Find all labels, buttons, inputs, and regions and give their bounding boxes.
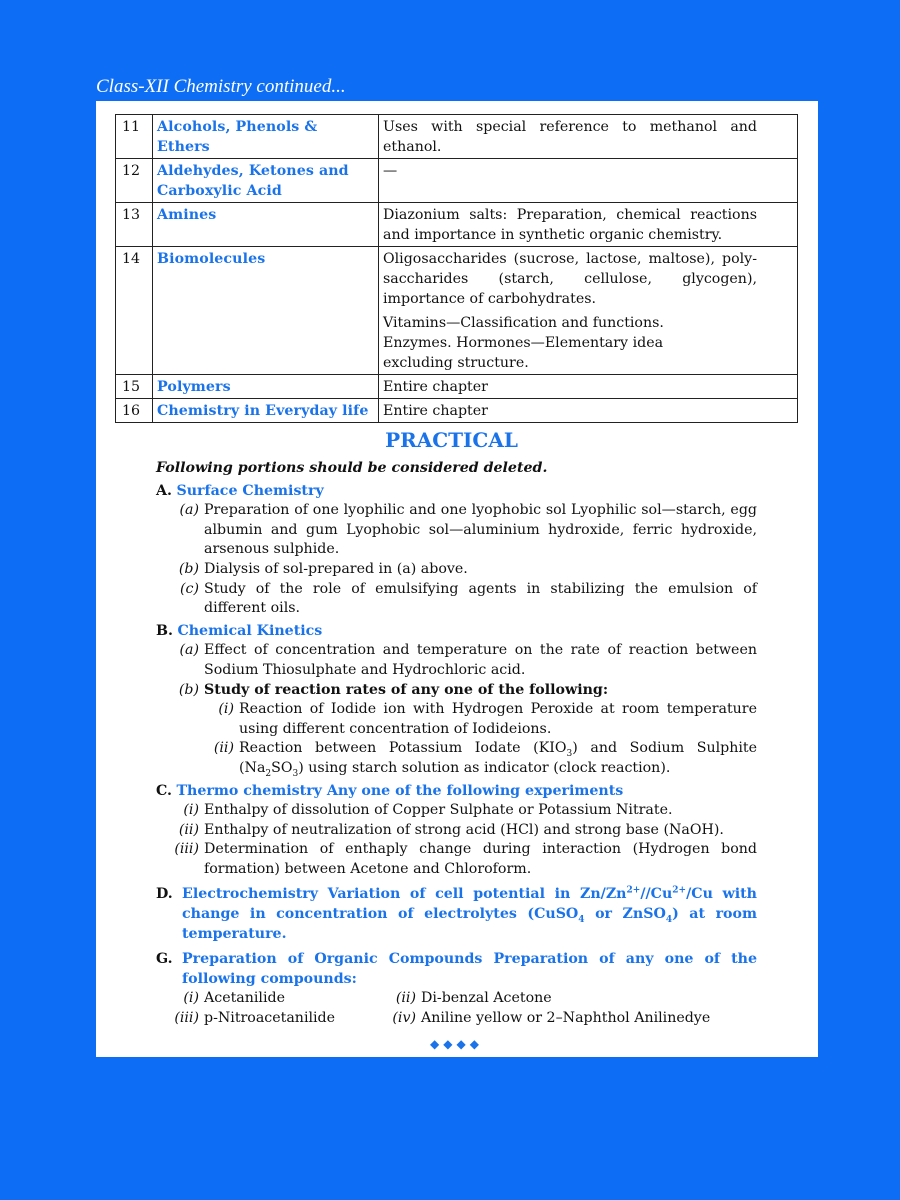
section-heading (182, 885, 757, 944)
superscript: 2+ (626, 885, 641, 896)
section-heading: Preparation of Organic Compounds Preparation of any one of the following compounds: (182, 951, 757, 987)
list-item (156, 641, 757, 680)
table-row (116, 399, 798, 423)
subscript: 3 (292, 768, 299, 779)
row-number: 13 (116, 203, 153, 247)
compound-list (156, 1009, 757, 1029)
row-topic: Polymers (153, 375, 379, 399)
section-heading: Thermo chemistry Any one of the following experiments (176, 782, 624, 799)
item-text: Reaction of Iodide ion with Hydrogen Peroxide at room temperature using different concentration of Iodideions. (239, 701, 757, 737)
item-marker: (iv) (392, 1010, 416, 1027)
list-item (156, 700, 757, 739)
item-text (239, 739, 757, 778)
list-item (156, 801, 757, 821)
item-marker: (ii) (213, 740, 234, 757)
row-desc: Entire chapter (379, 375, 798, 399)
row-number: 15 (116, 375, 153, 399)
item-marker: (a) (179, 642, 199, 659)
section-label: G. (156, 951, 173, 968)
item-marker: (iii) (174, 1010, 199, 1027)
item-marker: (i) (183, 990, 199, 1007)
end-diamonds: ◆◆◆◆ (430, 1036, 483, 1051)
text: Reaction between Potassium Iodate (KIO (239, 740, 567, 757)
compound-list (156, 989, 757, 1009)
list-item (156, 560, 757, 580)
row-desc (379, 247, 798, 375)
desc-paragraph: Oligosaccharides (sucrose, lactose, maltose), poly-saccharides (starch, cellulose, glycogen), importance of carbohydrates. (383, 251, 757, 307)
item-text: Preparation of one lyophilic and one lyophobic sol Lyophilic sol—starch, egg albumin and gum Lyophobic sol—aluminium hydroxide, ferric hydroxide, arsenous sulphide. (204, 502, 757, 558)
item-marker: (ii) (178, 821, 199, 838)
row-number: 14 (116, 247, 153, 375)
subscript: 2 (265, 768, 272, 779)
item-text: Study of reaction rates of any one of the following: (204, 681, 609, 698)
practical-title: PRACTICAL (385, 428, 518, 452)
table-row (116, 115, 798, 159)
item-marker: (b) (178, 560, 199, 577)
section-a (156, 482, 757, 619)
subscript: 4 (578, 914, 585, 925)
practical-section (156, 427, 757, 1054)
item-marker: (c) (179, 580, 199, 597)
superscript: 2+ (672, 885, 687, 896)
item-marker: (iii) (174, 841, 199, 858)
section-g (156, 950, 757, 1028)
list-item (156, 501, 757, 560)
item-marker: (a) (179, 502, 199, 519)
page-header: Class-XII Chemistry continued... (96, 76, 346, 97)
item-text: Determination of enthaply change during interaction (Hydrogen bond formation) between Acetone and Chloroform. (204, 841, 757, 877)
table-row (116, 247, 798, 375)
section-d (156, 885, 757, 944)
item-text: Acetanilide (204, 990, 285, 1007)
row-number: 11 (116, 115, 153, 159)
row-number: 16 (116, 399, 153, 423)
item-marker: (i) (218, 701, 234, 718)
text: or ZnSO (584, 906, 666, 923)
text: ) and Sodium Sulphite (Na (239, 740, 757, 776)
text: SO (271, 759, 293, 776)
syllabus-table (115, 114, 798, 423)
content-panel (96, 101, 818, 1057)
row-topic: Alcohols, Phenols & Ethers (153, 115, 379, 159)
row-desc: Diazonium salts: Preparation, chemical reactions and importance in synthetic organic chemistry. (379, 203, 798, 247)
table-row (116, 375, 798, 399)
item-text: Enthalpy of neutralization of strong acid (HCl) and strong base (NaOH). (204, 821, 724, 838)
text: ) at room temperature. (182, 906, 757, 942)
list-item (156, 580, 757, 619)
subscript: 3 (566, 749, 573, 760)
text: ) using starch solution as indicator (clock reaction). (298, 759, 671, 776)
list-item (156, 739, 757, 778)
section-heading: Surface Chemistry (176, 482, 324, 499)
subscript: 4 (665, 914, 673, 925)
text: /Cu with change in concentration of electrolytes (CuSO (182, 886, 757, 923)
row-topic: Amines (153, 203, 379, 247)
row-topic: Biomolecules (153, 247, 379, 375)
row-topic: Aldehydes, Ketones and Carboxylic Acid (153, 159, 379, 203)
section-label: B. (156, 622, 173, 639)
item-marker: (i) (183, 802, 199, 819)
section-c (156, 782, 757, 880)
row-desc: Entire chapter (379, 399, 798, 423)
row-desc: Uses with special reference to methanol and ethanol. (379, 115, 798, 159)
item-text: Aniline yellow or 2–Naphthol Anilinedye (421, 1010, 711, 1027)
intro-text: Following portions should be considered deleted. (156, 460, 548, 476)
row-desc: — (379, 159, 798, 203)
item-marker: (b) (178, 681, 199, 698)
list-item (156, 840, 757, 879)
table-row (116, 203, 798, 247)
item-marker: (ii) (395, 990, 416, 1007)
item-text: Enthalpy of dissolution of Copper Sulphate or Potassium Nitrate. (204, 802, 673, 819)
section-b (156, 622, 757, 779)
table-row (116, 159, 798, 203)
item-text: Effect of concentration and temperature on the rate of reaction between Sodium Thiosulphate and Hydrochloric acid. (204, 642, 757, 678)
list-item (156, 821, 757, 841)
list-item (156, 681, 757, 701)
text: //Cu (640, 886, 673, 903)
item-text: Di-benzal Acetone (421, 990, 552, 1007)
item-text: Study of the role of emulsifying agents in stabilizing the emulsion of different oils. (204, 580, 757, 617)
desc-paragraph: Vitamins—Classification and functions. Enzymes. Hormones—Elementary idea excluding structure. (383, 315, 664, 371)
row-number: 12 (116, 159, 153, 203)
item-text: p-Nitroacetanilide (204, 1010, 336, 1027)
text: Electrochemistry Variation of cell potential in Zn/Zn (182, 886, 627, 903)
row-topic: Chemistry in Everyday life (153, 399, 379, 423)
item-text: Dialysis of sol-prepared in (a) above. (204, 560, 468, 577)
section-label: C. (156, 782, 172, 799)
section-heading: Chemical Kinetics (177, 622, 323, 639)
section-label: D. (156, 886, 173, 903)
section-label: A. (156, 482, 172, 499)
